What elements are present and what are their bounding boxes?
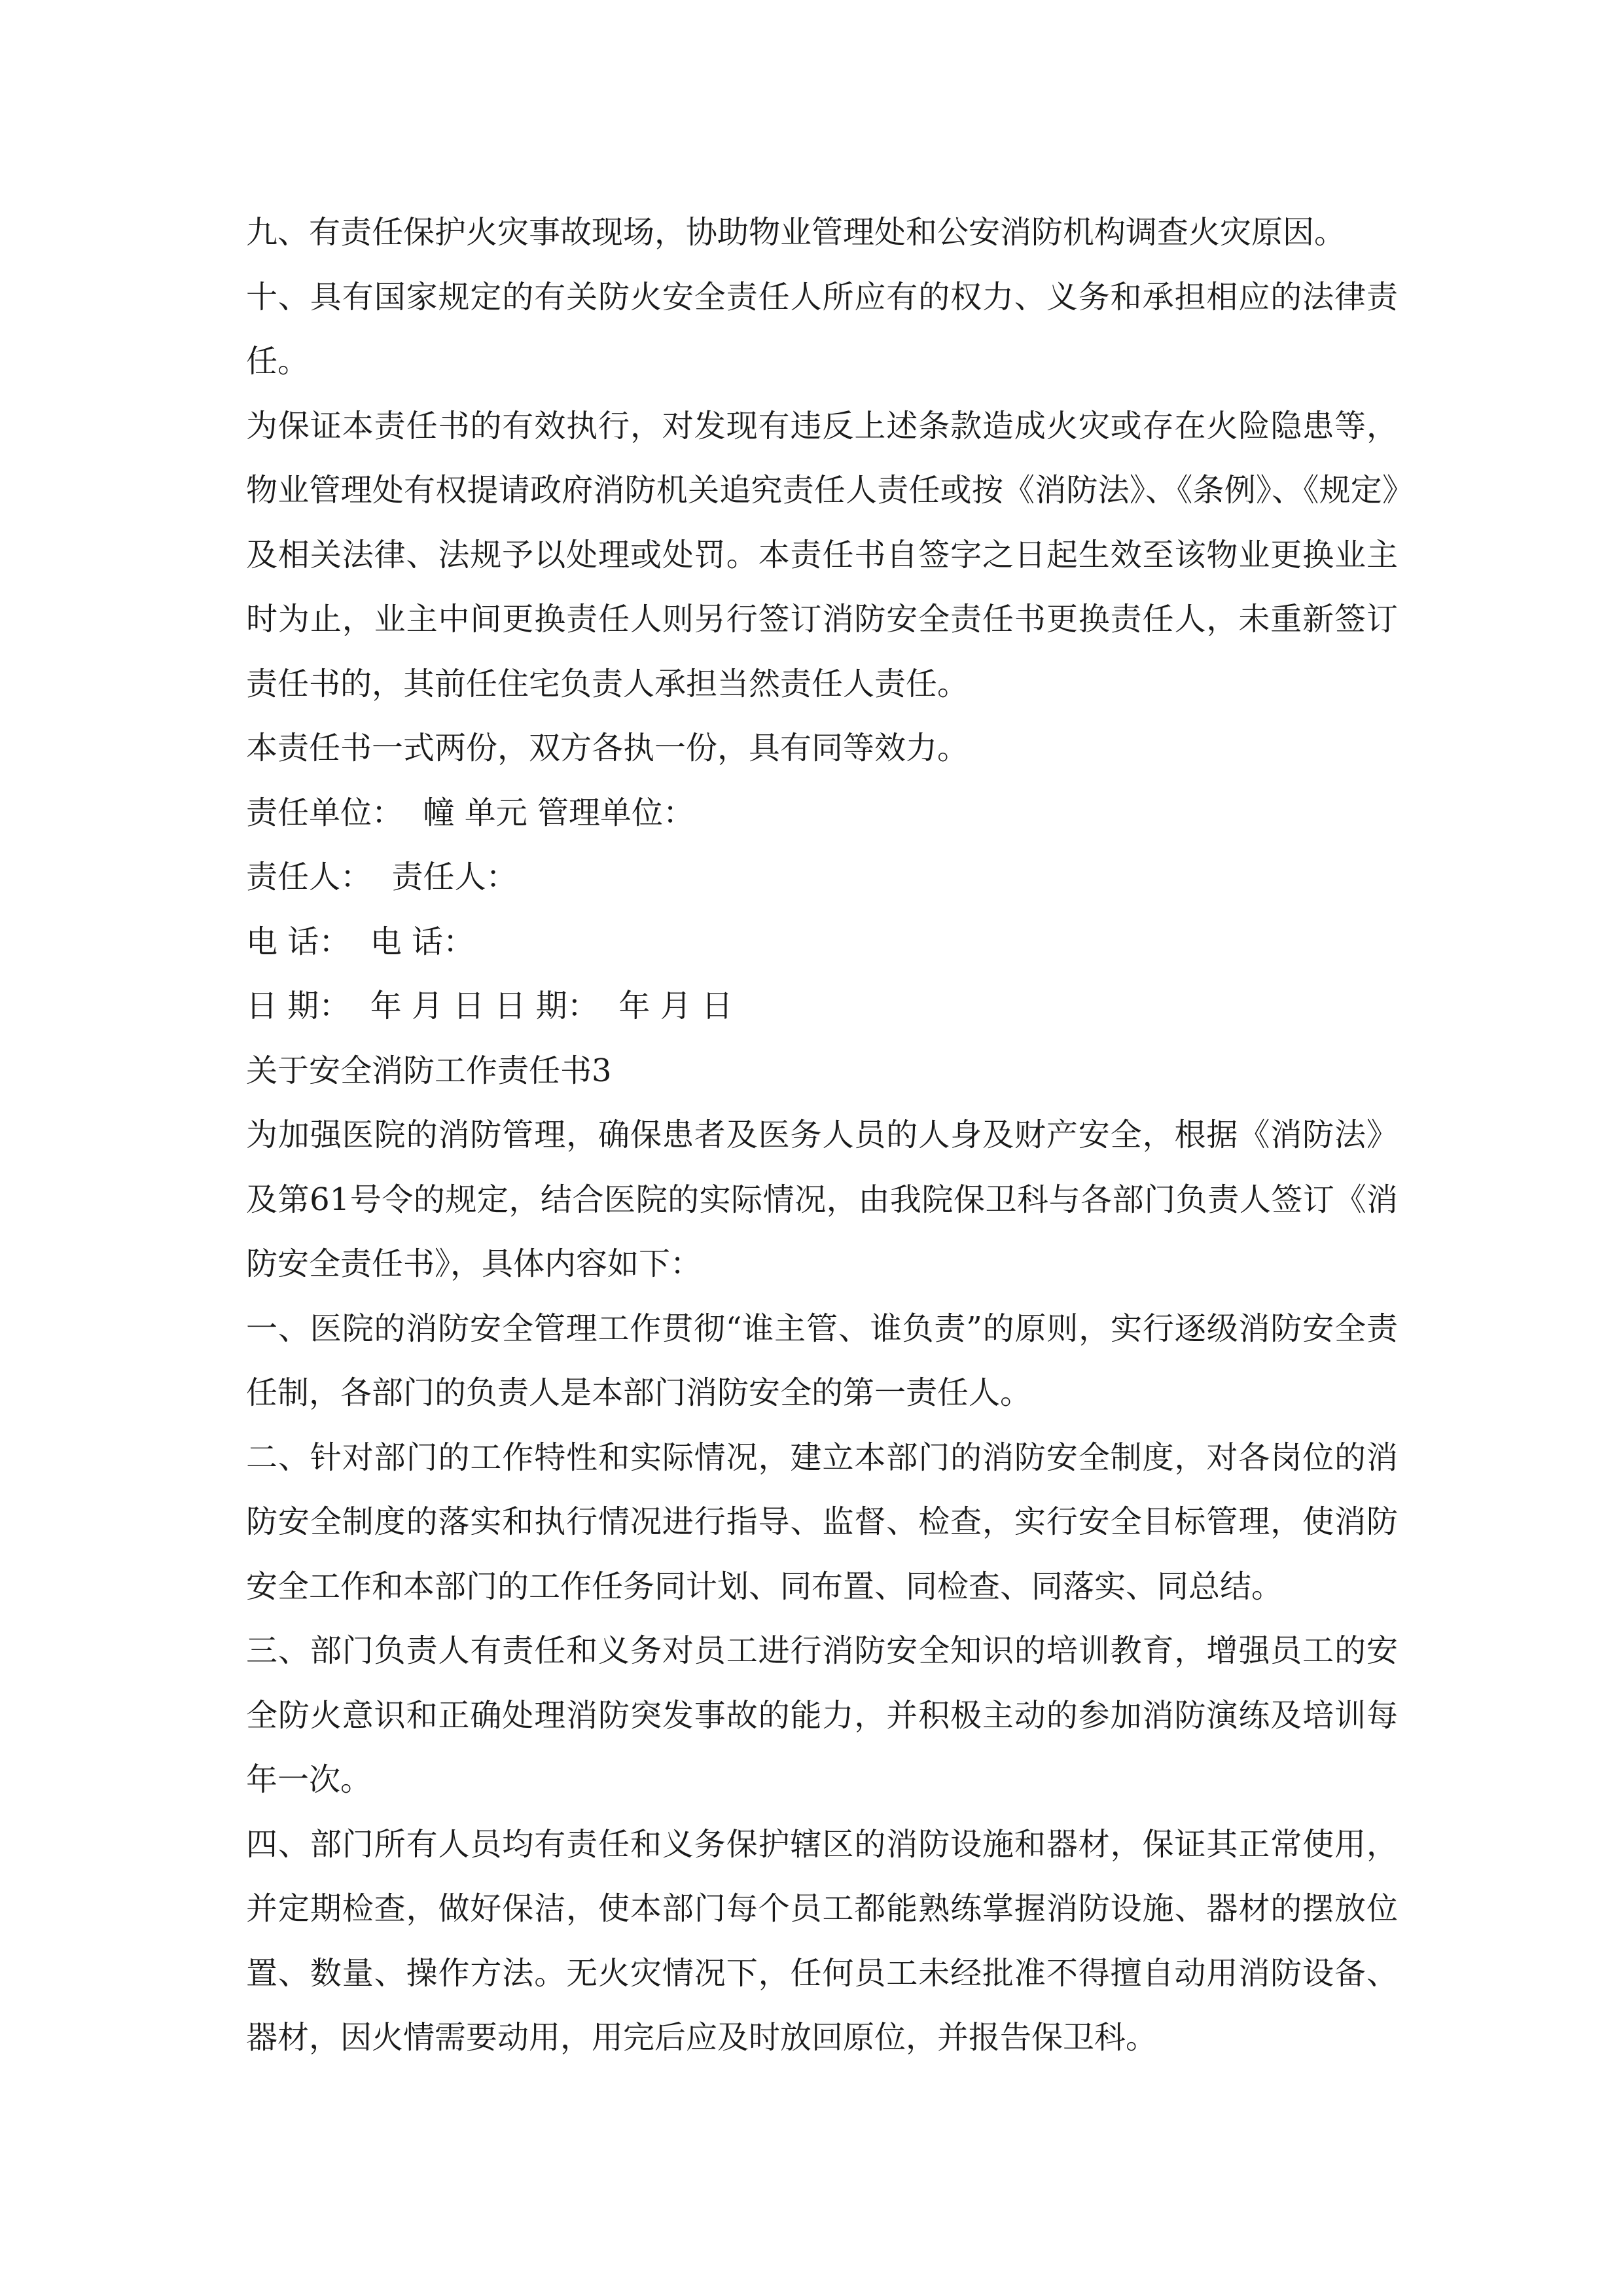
paragraph-item-two: 二、针对部门的工作特性和实际情况，建立本部门的消防安全制度，对各岗位的消防安全制度的落实和执行情况进行指导、监督、检查，实行安全目标管理，使消防安全工作和本部门的工作任务同计划、同布置、同检查、同落实、同总结。 bbox=[246, 1439, 1398, 1605]
signature-phone-line: 电 话： 电 话： bbox=[246, 923, 475, 960]
paragraph-item-one: 一、医院的消防安全管理工作贯彻“谁主管、谁负责”的原则，实行逐级消防安全责任制，各部门的负责人是本部门消防安全的第一责任人。 bbox=[246, 1310, 1398, 1411]
section-heading: 关于安全消防工作责任书3 bbox=[246, 1052, 612, 1089]
paragraph-item-ten: 十、具有国家规定的有关防火安全责任人所应有的权力、义务和承担相应的法律责任。 bbox=[246, 278, 1398, 380]
signature-unit-line: 责任单位： 幢 单元 管理单位： bbox=[246, 794, 695, 831]
signature-person-line: 责任人： 责任人： bbox=[246, 859, 518, 895]
paragraph-item-nine: 九、有责任保护火灾事故现场，协助物业管理处和公安消防机构调查火灾原因。 bbox=[246, 214, 1346, 251]
paragraph-copies: 本责任书一式两份，双方各执一份，具有同等效力。 bbox=[246, 730, 969, 766]
paragraph-item-three: 三、部门负责人有责任和义务对员工进行消防安全知识的培训教育，增强员工的安全防火意识和正确处理消防突发事故的能力，并积极主动的参加消防演练及培训每年一次。 bbox=[246, 1632, 1398, 1798]
paragraph-intro: 为加强医院的消防管理，确保患者及医务人员的人身及财产安全，根据《消防法》及第61号令的规定，结合医院的实际情况，由我院保卫科与各部门负责人签订《消防安全责任书》，具体内容如下： bbox=[246, 1117, 1398, 1282]
paragraph-enforcement: 为保证本责任书的有效执行，对发现有违反上述条款造成火灾或存在火险隐患等，物业管理处有权提请政府消防机关追究责任人责任或按《消防法》、《条例》、《规定》及相关法律、法规予以处理或处罚。本责任书自签字之日起生效至该物业更换业主时为止，业主中间更换责任人则另行签订消防安全责任书更换责任人，未重新签订责任书的，其前任住宅负责人承担当然责任人责任。 bbox=[246, 407, 1398, 702]
document-body bbox=[246, 200, 1398, 2070]
signature-date-line: 日 期： 年 月 日 日 期： 年 月 日 bbox=[246, 988, 733, 1024]
paragraph-item-four: 四、部门所有人员均有责任和义务保护辖区的消防设施和器材，保证其正常使用，并定期检查，做好保洁，使本部门每个员工都能熟练掌握消防设施、器材的摆放位置、数量、操作方法。无火灾情况下，任何员工未经批准不得擅自动用消防设备、器材，因火情需要动用，用完后应及时放回原位，并报告保卫科。 bbox=[246, 1825, 1398, 2056]
